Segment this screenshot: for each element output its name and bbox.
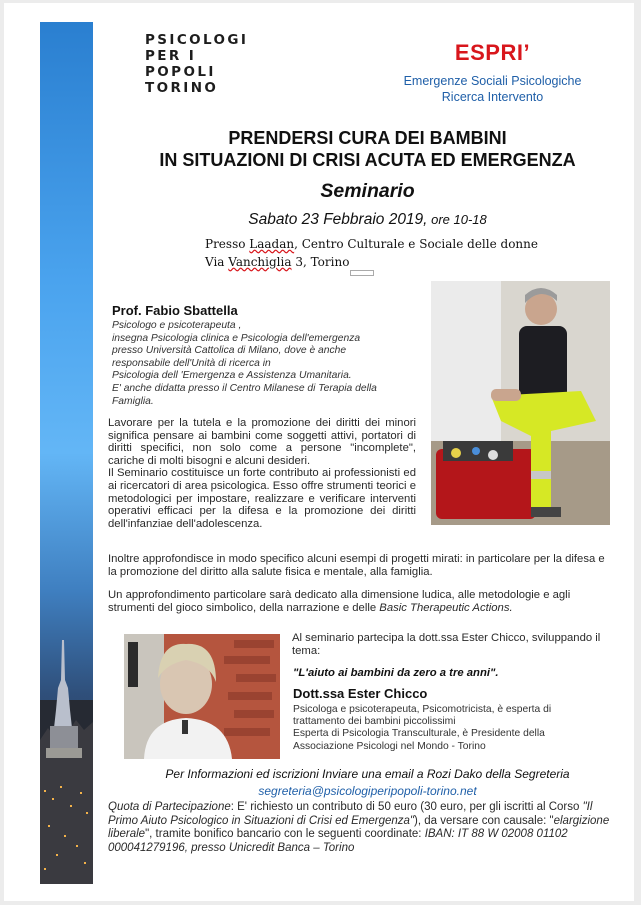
cospeaker-bio-line: Esperta di Psicologia Transculturale, è Presidente della — [293, 728, 545, 740]
logo-line-3: TORINO — [145, 80, 219, 96]
espri-title: ESPRI’ — [454, 40, 531, 65]
intro-text — [108, 417, 416, 530]
speaker-bio-line: Famiglia. — [112, 395, 154, 407]
paragraph-ludica-text: Un approfondimento particolare sarà dedicato alla dimensione ludica, alle metodologie e agli strumenti del gioco simbolico, della narrazione e delle — [108, 589, 571, 614]
event-title — [100, 127, 635, 171]
logo-line-2: PER I POPOLI — [145, 48, 216, 80]
event-title-line-2: IN SITUAZIONI DI CRISI ACUTA ED EMERGENZA — [159, 150, 576, 170]
fee-label: Quota di Partecipazione — [108, 801, 231, 813]
basic-therapeutic-actions: Basic Therapeutic Actions. — [379, 601, 513, 614]
fee-text-2: ), da versare con causale: " — [414, 814, 554, 827]
cospeaker-bio-line: Associazione Psicologi nel Mondo - Torino — [293, 740, 486, 752]
psicologi-per-i-popoli-logo — [145, 32, 250, 96]
cospeaker-bio-line: Psicologa e psicoterapeuta, Psicomotricista, è esperta di — [293, 704, 552, 715]
venue-prefix: Presso — [205, 237, 250, 251]
cospeaker-photo — [124, 634, 280, 759]
paragraph-approfondimento: Inoltre approfondisce in modo specifico alcuni esempi di progetti mirati: in particolare per la difesa e la promozione del diritto alla salute fisica e mentale, alla famiglia. — [108, 553, 605, 578]
cospeaker-name: Dott.ssa Ester Chicco — [293, 686, 428, 701]
cospeaker-bio-line: trattamento dei bambini piccolissimi — [293, 716, 456, 728]
venue-rest: , Centro Culturale e Sociale delle donne — [294, 237, 538, 251]
speaker-photo — [431, 281, 610, 525]
espri-subtitle — [385, 73, 600, 105]
event-date — [100, 211, 635, 229]
espri-line-2: Ricerca Intervento — [441, 90, 544, 104]
fee-iban: IBAN: IT 88 W 02008 01102 000041279196, presso Unicredit Banca – Torino — [108, 828, 568, 854]
cospeaker-talk-title: "L'aiuto ai bambini da zero a tre anni". — [293, 667, 499, 679]
torino-mole-skyline-image — [40, 640, 93, 884]
street-rest: 3, Torino — [291, 255, 350, 269]
fee-text-1: : E' richiesto un contributo di 50 euro (30 euro, per gli iscritti al Corso — [230, 801, 583, 813]
speaker-bio-line: Psicologo e psicoterapeuta , — [112, 320, 242, 331]
paragraph-ludica — [108, 589, 612, 615]
speaker-bio-line: Psicologia dell 'Emergenza e Assistenza Umanitaria. — [112, 370, 352, 382]
contact-email[interactable]: segreteria@psicologiperipopoli-torino.net — [258, 784, 477, 798]
event-time: ore 10-18 — [427, 212, 487, 227]
street-name: Vanchiglia — [228, 255, 292, 269]
venue-line — [205, 235, 565, 253]
street-line — [205, 253, 565, 271]
cospeaker-intro: Al seminario partecipa la dott.ssa Ester Chicco, sviluppando il tema: — [292, 632, 601, 657]
speaker-bio — [112, 320, 417, 408]
contact-info: Per Informazioni ed iscrizioni Inviare una email a Rozi Dako della Segreteria — [165, 767, 570, 781]
intro-paragraph-1: Lavorare per la tutela e la promozione dei diritti dei minori significa pensare ai bambini come soggetti attivi, portatori di diritti specifici, non solo come a persone "incomplete", cariche di molti bisogni e alcuni desideri. — [108, 417, 416, 467]
fee-causal: elargizione liberale — [108, 814, 610, 841]
speaker-name: Prof. Fabio Sbattella — [112, 303, 238, 318]
speaker-bio-line: presso Università Cattolica di Milano, dove è anche — [112, 345, 347, 357]
speaker-bio-line: E' anche didatta presso il Centro Milanese di Terapia della — [112, 382, 377, 394]
fee-info — [108, 801, 613, 855]
venue-name: Laadan — [249, 237, 295, 251]
event-title-line-1: PRENDERSI CURA DEI BAMBINI — [228, 128, 507, 148]
logo-line-1: PSICOLOGI — [145, 32, 249, 48]
event-type: Seminario — [320, 180, 415, 202]
speaker-bio-line: insegna Psicologia clinica e Psicologia dell'emergenza — [112, 332, 361, 344]
fee-text-3: ", tramite bonifico bancario con le seguenti coordinate: — [145, 828, 425, 841]
event-venue — [205, 235, 565, 271]
intro-paragraph-2: Il Seminario costituisce un forte contributo ai professionisti ed ai ricercatori di area psicologica. Esso offre strumenti teorici e metodologici per impostare, realizzare e verificare interventi operativi efficaci per la difesa e la promozione dei diritti dell'infanziae dell'adolescenza. — [108, 467, 416, 530]
small-frame-mark — [350, 270, 374, 276]
speaker-bio-line: responsabile dell'Unità di ricerca in — [112, 357, 271, 369]
fee-course: "Il Primo Aiuto Psicologico in Situazioni di Crisi ed Emergenza" — [108, 801, 593, 827]
street-prefix: Via — [205, 255, 229, 269]
cospeaker-bio — [293, 704, 593, 753]
event-date-text: Sabato 23 Febbraio 2019, — [248, 211, 428, 228]
espri-line-1: Emergenze Sociali Psicologiche — [403, 74, 582, 88]
